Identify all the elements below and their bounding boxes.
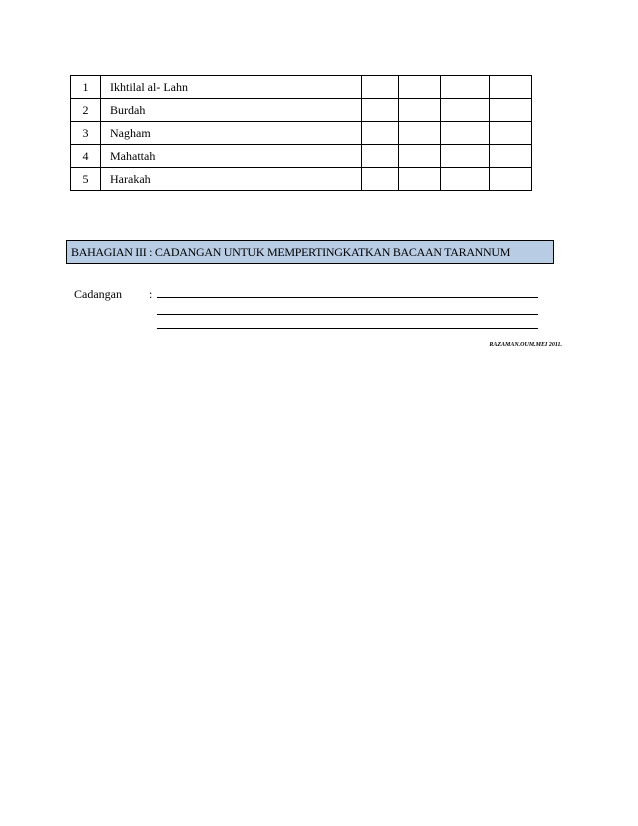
rating-cell[interactable] [362, 168, 399, 191]
row-number: 5 [71, 168, 101, 191]
table-row [71, 168, 532, 191]
row-item: Burdah [101, 99, 362, 122]
rating-cell[interactable] [441, 122, 490, 145]
rating-cell[interactable] [441, 99, 490, 122]
row-number: 2 [71, 99, 101, 122]
rating-cell[interactable] [399, 99, 441, 122]
table-row [71, 99, 532, 122]
row-item: Nagham [101, 122, 362, 145]
rating-cell[interactable] [362, 76, 399, 99]
table-row [71, 145, 532, 168]
rating-cell[interactable] [490, 122, 532, 145]
row-number: 3 [71, 122, 101, 145]
suggestion-colon: : [149, 287, 153, 301]
footer-credit: RAZAMAN.OUM.MEI 2011. [489, 342, 562, 348]
table-row [71, 76, 532, 99]
rating-cell[interactable] [399, 168, 441, 191]
rating-cell[interactable] [362, 145, 399, 168]
table-row [71, 122, 532, 145]
suggestion-label: Cadangan [74, 287, 122, 301]
row-number: 4 [71, 145, 101, 168]
suggestion-line[interactable] [157, 314, 538, 315]
row-item: Mahattah [101, 145, 362, 168]
rating-cell[interactable] [441, 145, 490, 168]
row-item: Ikhtilal al- Lahn [101, 76, 362, 99]
rating-cell[interactable] [490, 99, 532, 122]
rating-cell[interactable] [399, 122, 441, 145]
section-header: BAHAGIAN III : CADANGAN UNTUK MEMPERTINGKATKAN BACAAN TARANNUM [66, 240, 554, 264]
suggestion-line[interactable] [157, 297, 538, 298]
rating-cell[interactable] [490, 76, 532, 99]
rating-cell[interactable] [441, 76, 490, 99]
rating-cell[interactable] [399, 76, 441, 99]
suggestion-line[interactable] [157, 328, 538, 329]
survey-table [70, 75, 532, 191]
rating-cell[interactable] [399, 145, 441, 168]
rating-cell[interactable] [490, 168, 532, 191]
rating-cell[interactable] [490, 145, 532, 168]
rating-cell[interactable] [362, 99, 399, 122]
rating-cell[interactable] [362, 122, 399, 145]
row-number: 1 [71, 76, 101, 99]
rating-cell[interactable] [441, 168, 490, 191]
row-item: Harakah [101, 168, 362, 191]
